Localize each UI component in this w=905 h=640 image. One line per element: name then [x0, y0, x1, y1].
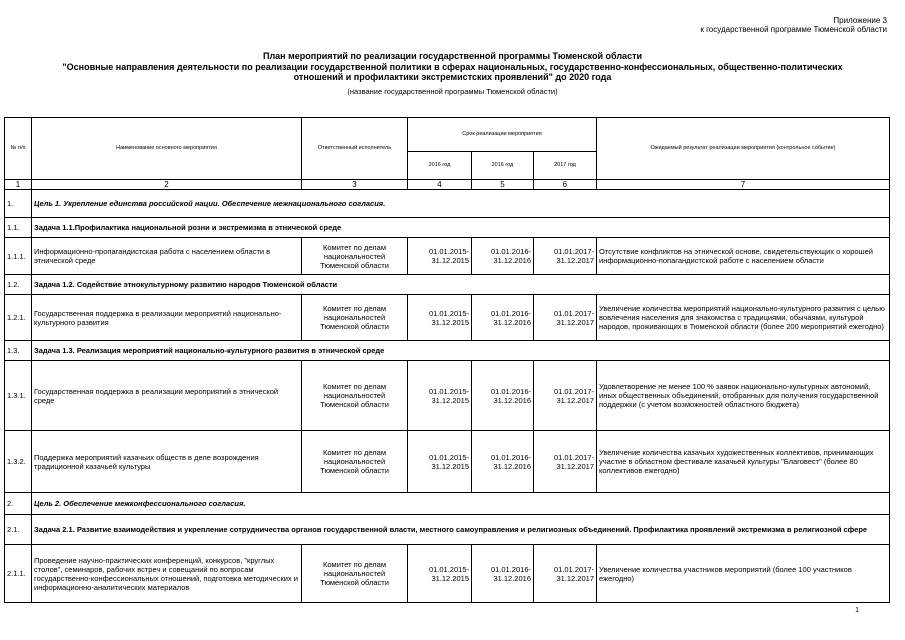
table-row — [5, 361, 890, 431]
responsible: Комитет по делам национальностей Тюменской области — [302, 238, 408, 275]
col-number: 4 — [408, 180, 472, 190]
period-2015: 01.01.2015-31.12.2015 — [408, 545, 472, 603]
period-2016: 01.01.2016-31.12.2016 — [472, 545, 534, 603]
title-line-3: отношений и профилактики экстремистских проявлений" до 2020 года — [293, 72, 612, 82]
table-row — [5, 295, 890, 341]
period-2015: 01.01.2015-31.12.2015 — [408, 361, 472, 431]
table-row — [5, 431, 890, 493]
activity-name: Поддержка мероприятий казачьих обществ в деле возрождения традиционной казачьей культуры — [32, 431, 302, 493]
task-row — [5, 275, 890, 295]
period-2016: 01.01.2016-31.12.2016 — [472, 238, 534, 275]
col-result-header: Ожидаемый результат реализации мероприятия (контрольное событие) — [597, 118, 890, 180]
period-2017: 01.01.2017-31.12.2017 — [534, 238, 597, 275]
period-2015: 01.01.2015-31.12.2015 — [408, 431, 472, 493]
expected-result: Увеличение количества мероприятий национально-культурного развития с целью вовлечения населения для знакомства с традициями, обычаями, культурой народов, проживающих в Тюменской области (более 200 мероприятий ежегодно) — [597, 295, 890, 341]
task-row — [5, 218, 890, 238]
period-2015: 01.01.2015-31.12.2015 — [408, 238, 472, 275]
expected-result: Увеличение количества участников мероприятий (более 100 участников ежегодно) — [597, 545, 890, 603]
activity-name: Проведение научно-практических конференций, конкурсов, "круглых столов", семинаров, рабочих встреч и совещаний по вопросам государственно-конфессиональных отношений, подготовка методических и информационно-аналитических материалов — [32, 545, 302, 603]
row-number: 2.1.1. — [5, 545, 32, 603]
col-number: 3 — [302, 180, 408, 190]
task-text: Задача 1.1.Профилактика национальной розни и экстремизма в этнической среде — [32, 218, 890, 238]
row-number: 1.1. — [5, 218, 32, 238]
expected-result: Отсутствие конфликтов на этнической основе, свидетельствующих о хорошей информационно-попагандистской работе с населением области — [597, 238, 890, 275]
plan-table — [4, 117, 890, 603]
col-year-1: 2016 год — [408, 152, 472, 180]
col-num-header: № п/п — [5, 118, 32, 180]
goal-text: Цель 1. Укрепление единства российской нации. Обеспечение межнационального согласия. — [32, 190, 890, 218]
responsible: Комитет по делам национальностей Тюменской области — [302, 431, 408, 493]
row-number: 1.3. — [5, 341, 32, 361]
activity-name: Государственная поддержка в реализации мероприятий в этнической среде — [32, 361, 302, 431]
period-2017: 01.01.2017-31.12.2017 — [534, 361, 597, 431]
col-period-header: Срок реализации мероприятия — [408, 118, 597, 152]
expected-result: Удовлетворение не менее 100 % заявок национально-культурных автономий, иных общественных объединений, отобранных для получения государственной поддержки (с учетом возможностей областного бюджета) — [597, 361, 890, 431]
row-number: 1. — [5, 190, 32, 218]
header-row — [5, 118, 890, 152]
row-number: 1.3.2. — [5, 431, 32, 493]
period-2016: 01.01.2016-31.12.2016 — [472, 295, 534, 341]
row-number: 1.2.1. — [5, 295, 32, 341]
expected-result: Увеличение количества казачьих художественных коллективов, принимающих участие в областном фестивале казачьей культуры "Благовест" (более 80 коллективов ежегодно) — [597, 431, 890, 493]
appendix-line-1: Приложение 3 — [833, 16, 887, 25]
goal-text: Цель 2. Обеспечение межконфессионального согласия. — [32, 493, 890, 515]
title-line-1: План мероприятий по реализации государственной программы Тюменской области — [262, 51, 643, 61]
title-line-2: "Основные направления деятельности по реализации государственной политики в сферах национальных, государственно-конфессиональных, общественно-политических — [62, 61, 843, 72]
col-year-2: 2016 год — [472, 152, 534, 180]
col-resp-header: Ответственный исполнитель — [302, 118, 408, 180]
row-number: 2.1. — [5, 515, 32, 545]
row-number: 1.1.1. — [5, 238, 32, 275]
col-number: 5 — [472, 180, 534, 190]
col-number: 2 — [32, 180, 302, 190]
document-title — [0, 51, 905, 83]
col-number: 1 — [5, 180, 32, 190]
goal-row — [5, 493, 890, 515]
appendix-note — [700, 16, 887, 34]
row-number: 1.2. — [5, 275, 32, 295]
appendix-line-2: к государственной программе Тюменской области — [700, 25, 887, 34]
title-note: (название государственной программы Тюменской области) — [347, 87, 558, 96]
task-text: Задача 1.3. Реализация мероприятий национально-культурного развития в этнической среде — [32, 341, 890, 361]
page-number: 1 — [855, 607, 859, 614]
row-number: 1.3.1. — [5, 361, 32, 431]
activity-name: Государственная поддержка в реализации мероприятий национально-культурного развития — [32, 295, 302, 341]
period-2017: 01.01.2017-31.12.2017 — [534, 295, 597, 341]
responsible: Комитет по делам национальностей Тюменской области — [302, 361, 408, 431]
col-number: 7 — [597, 180, 890, 190]
task-text: Задача 2.1. Развитие взаимодействия и укрепление сотрудничества органов государственной власти, местного самоуправления и религиозных объединений. Профилактика проявлений экстремизма в религиозной сфере — [32, 515, 890, 545]
period-2015: 01.01.2015-31.12.2015 — [408, 295, 472, 341]
table-row — [5, 238, 890, 275]
task-text: Задача 1.2. Содействие этнокультурному развитию народов Тюменской области — [32, 275, 890, 295]
column-numbers-row — [5, 180, 890, 190]
col-year-3: 2017 год — [534, 152, 597, 180]
period-2017: 01.01.2017-31.12.2017 — [534, 545, 597, 603]
col-number: 6 — [534, 180, 597, 190]
task-row — [5, 515, 890, 545]
col-name-header: Наименование основного мероприятия — [32, 118, 302, 180]
activity-name: Информационно-пропагандистская работа с населением области в этнической среде — [32, 238, 302, 275]
table-row — [5, 545, 890, 603]
responsible: Комитет по делам национальностей Тюменской области — [302, 545, 408, 603]
task-row — [5, 341, 890, 361]
responsible: Комитет по делам национальностей Тюменской области — [302, 295, 408, 341]
row-number: 2. — [5, 493, 32, 515]
period-2017: 01.01.2017-31.12.2017 — [534, 431, 597, 493]
period-2016: 01.01.2016-31.12.2016 — [472, 431, 534, 493]
period-2016: 01.01.2016-31.12.2016 — [472, 361, 534, 431]
goal-row — [5, 190, 890, 218]
